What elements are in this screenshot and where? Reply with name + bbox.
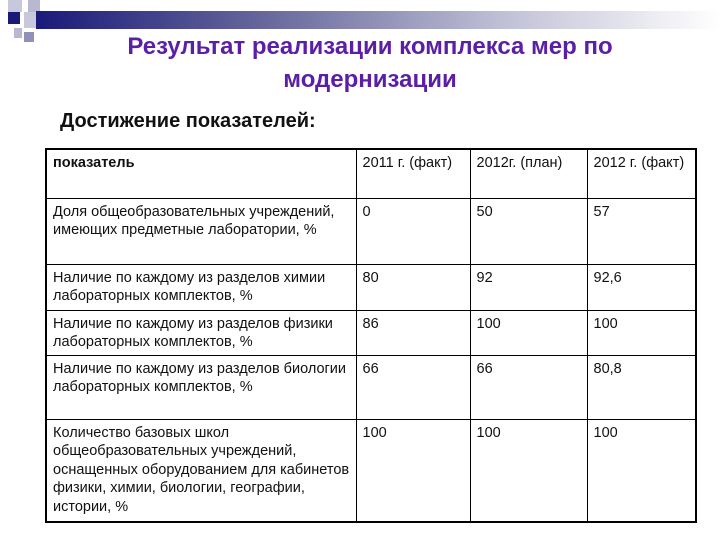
decor-square	[24, 12, 36, 28]
value-cell: 100	[470, 310, 587, 355]
indicators-table	[45, 148, 697, 523]
value-cell: 57	[587, 198, 696, 264]
slide-subtitle: Достижение показателей:	[60, 110, 316, 132]
decor-square	[14, 28, 22, 38]
decor-square	[24, 32, 34, 42]
value-cell: 100	[587, 310, 696, 355]
value-cell: 92,6	[587, 264, 696, 310]
indicator-cell: Наличие по каждому из разделов биологии лабораторных комплектов, %	[46, 355, 356, 419]
table-row	[46, 310, 696, 355]
decor-square	[8, 12, 20, 24]
indicator-cell: Наличие по каждому из разделов физики лабораторных комплектов, %	[46, 310, 356, 355]
table-header-row	[46, 149, 696, 198]
table-row	[46, 264, 696, 310]
slide-title: Результат реализации комплекса мер по модернизации	[127, 33, 613, 93]
value-cell: 100	[356, 419, 470, 522]
value-cell: 0	[356, 198, 470, 264]
table-row	[46, 355, 696, 419]
value-cell: 100	[470, 419, 587, 522]
table-row	[46, 198, 696, 264]
value-cell: 86	[356, 310, 470, 355]
header-cell: 2011 г. (факт)	[356, 149, 470, 198]
table-row	[46, 419, 696, 522]
header-cell: показатель	[46, 149, 356, 198]
value-cell: 80	[356, 264, 470, 310]
decor-square	[8, 0, 22, 12]
value-cell: 100	[587, 419, 696, 522]
value-cell: 80,8	[587, 355, 696, 419]
value-cell: 66	[470, 355, 587, 419]
indicator-cell: Количество базовых школ общеобразовательных учреждений, оснащенных оборудованием для кабинетов физики, химии, биологии, географии, истории, %	[46, 419, 356, 522]
value-cell: 92	[470, 264, 587, 310]
indicator-cell: Доля общеобразовательных учреждений, имеющих предметные лаборатории, %	[46, 198, 356, 264]
value-cell: 50	[470, 198, 587, 264]
value-cell: 66	[356, 355, 470, 419]
header-gradient-bar	[36, 11, 720, 29]
header-cell: 2012 г. (факт)	[587, 149, 696, 198]
indicator-cell: Наличие по каждому из разделов химии лабораторных комплектов, %	[46, 264, 356, 310]
header-cell: 2012г. (план)	[470, 149, 587, 198]
